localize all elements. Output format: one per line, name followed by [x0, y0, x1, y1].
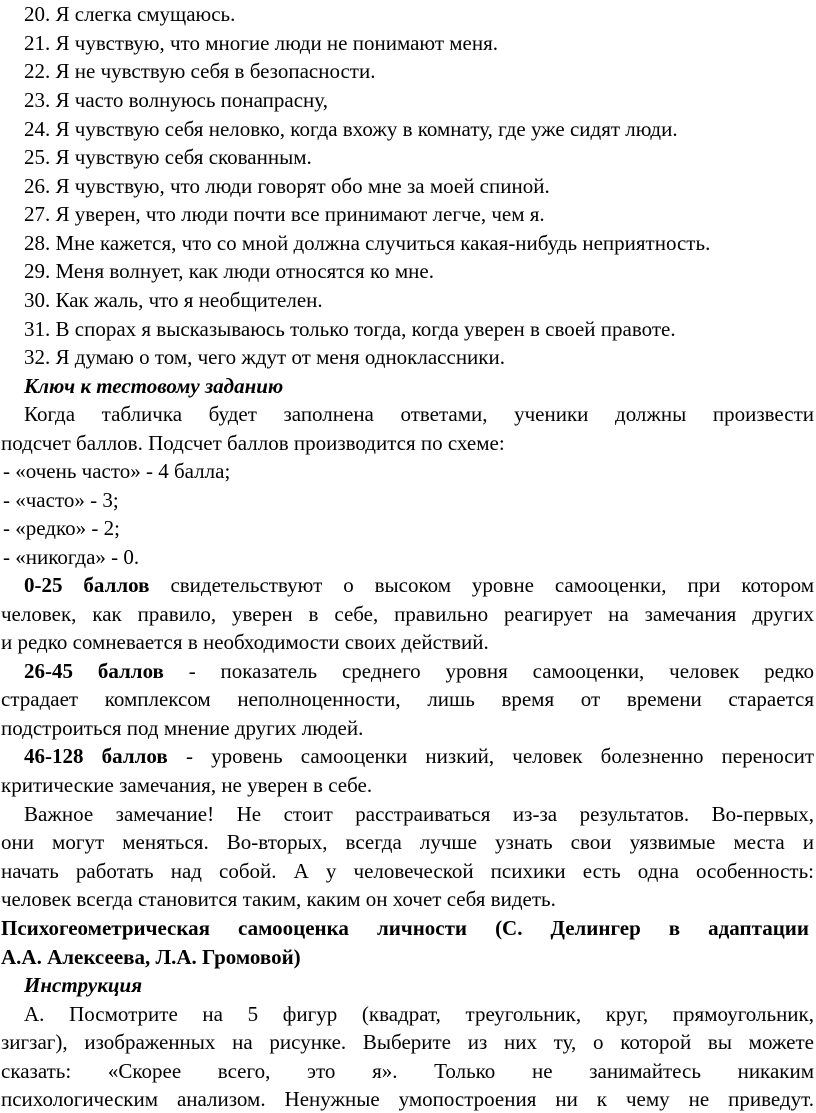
note-line: они могут меняться. Во-вторых, всегда лучше узнать свои уязвимые места и	[1, 830, 814, 854]
instruction-line: психологическим анализом. Ненужные умопостроения ни к чему не приведут.	[1, 1087, 814, 1111]
instruction-line: зигзаг), изображенных на рисунке. Выберите из них ту, о которой вы можете	[1, 1030, 814, 1054]
key-heading: Ключ к тестовому заданию	[24, 374, 284, 398]
list-item: 30. Как жаль, что я необщителен.	[24, 288, 323, 312]
scoring-item: - «редко» - 2;	[3, 516, 120, 540]
scoring-item: - «никогда» - 0.	[3, 545, 140, 569]
list-item: 23. Я часто волнуюсь понапрасну,	[24, 88, 328, 112]
result-low-range: 0-25 баллов	[24, 573, 150, 597]
list-item: 21. Я чувствую, что многие люди не понимают меня.	[24, 31, 499, 55]
list-item: 27. Я уверен, что люди почти все принимают легче, чем я.	[24, 202, 545, 226]
list-item: 28. Мне кажется, что со мной должна случиться какая-нибудь неприятность.	[24, 231, 711, 255]
list-item: 26. Я чувствую, что люди говорят обо мне за моей спиной.	[24, 174, 550, 198]
list-item: 25. Я чувствую себя скованным.	[24, 145, 312, 169]
result-mid-line: страдает комплексом неполноценности, лишь время от времени старается	[1, 687, 814, 711]
key-intro-line: Когда табличка будет заполнена ответами, ученики должны произвести	[24, 402, 814, 426]
key-intro-line: подсчет баллов. Подсчет баллов производится по схеме:	[1, 431, 505, 455]
list-item: 24. Я чувствую себя неловко, когда вхожу в комнату, где уже сидят люди.	[24, 117, 678, 141]
result-low-line: 0-25 баллов свидетельствуют о высоком уровне самооценки, при котором	[24, 573, 815, 597]
instruction-line: сказать: «Скорее всего, это я». Только не занимайтесь никаким	[1, 1059, 814, 1083]
result-low-line: и редко сомневается в необходимости своих действий.	[1, 630, 489, 654]
instruction-line: А. Посмотрите на 5 фигур (квадрат, треугольник, круг, прямоугольник,	[24, 1002, 814, 1026]
note-line: человек всегда становится таким, каким он хочет себя видеть.	[1, 887, 556, 911]
list-item: 31. В спорах я высказываюсь только тогда, когда уверен в своей правоте.	[24, 317, 676, 341]
scoring-item: - «часто» - 3;	[3, 488, 119, 512]
result-high-line: критические замечания, не уверен в себе.	[1, 773, 373, 797]
result-high-line: 46-128 баллов - уровень самооценки низкий, человек болезненно переносит	[24, 744, 815, 768]
result-high-range: 46-128 баллов	[24, 744, 168, 768]
result-mid-range: 26-45 баллов	[24, 659, 164, 683]
section-title: Психогеометрическая самооценка личности (С. Делингер в адаптации	[1, 916, 809, 940]
note-line: начать работать над собой. А у человеческой психики есть одна особенность:	[1, 859, 814, 883]
section-title: А.А. Алексеева, Л.А. Громовой)	[1, 945, 301, 969]
result-low-line: человек, как правило, уверен в себе, правильно реагирует на замечания других	[1, 602, 814, 626]
instruction-heading: Инструкция	[24, 973, 143, 997]
list-item: 20. Я слегка смущаюсь.	[24, 2, 236, 26]
list-item: 32. Я думаю о том, чего ждут от меня одноклассники.	[24, 345, 505, 369]
result-mid-line: подстроиться под мнение других людей.	[1, 716, 364, 740]
result-mid-line: 26-45 баллов - показатель среднего уровня самооценки, человек редко	[24, 659, 815, 683]
list-item: 22. Я не чувствую себя в безопасности.	[24, 59, 376, 83]
note-line: Важное замечание! Не стоит расстраиваться из-за результатов. Во-первых,	[24, 802, 814, 826]
scoring-item: - «очень часто» - 4 балла;	[3, 459, 231, 483]
list-item: 29. Меня волнует, как люди относятся ко мне.	[24, 259, 434, 283]
